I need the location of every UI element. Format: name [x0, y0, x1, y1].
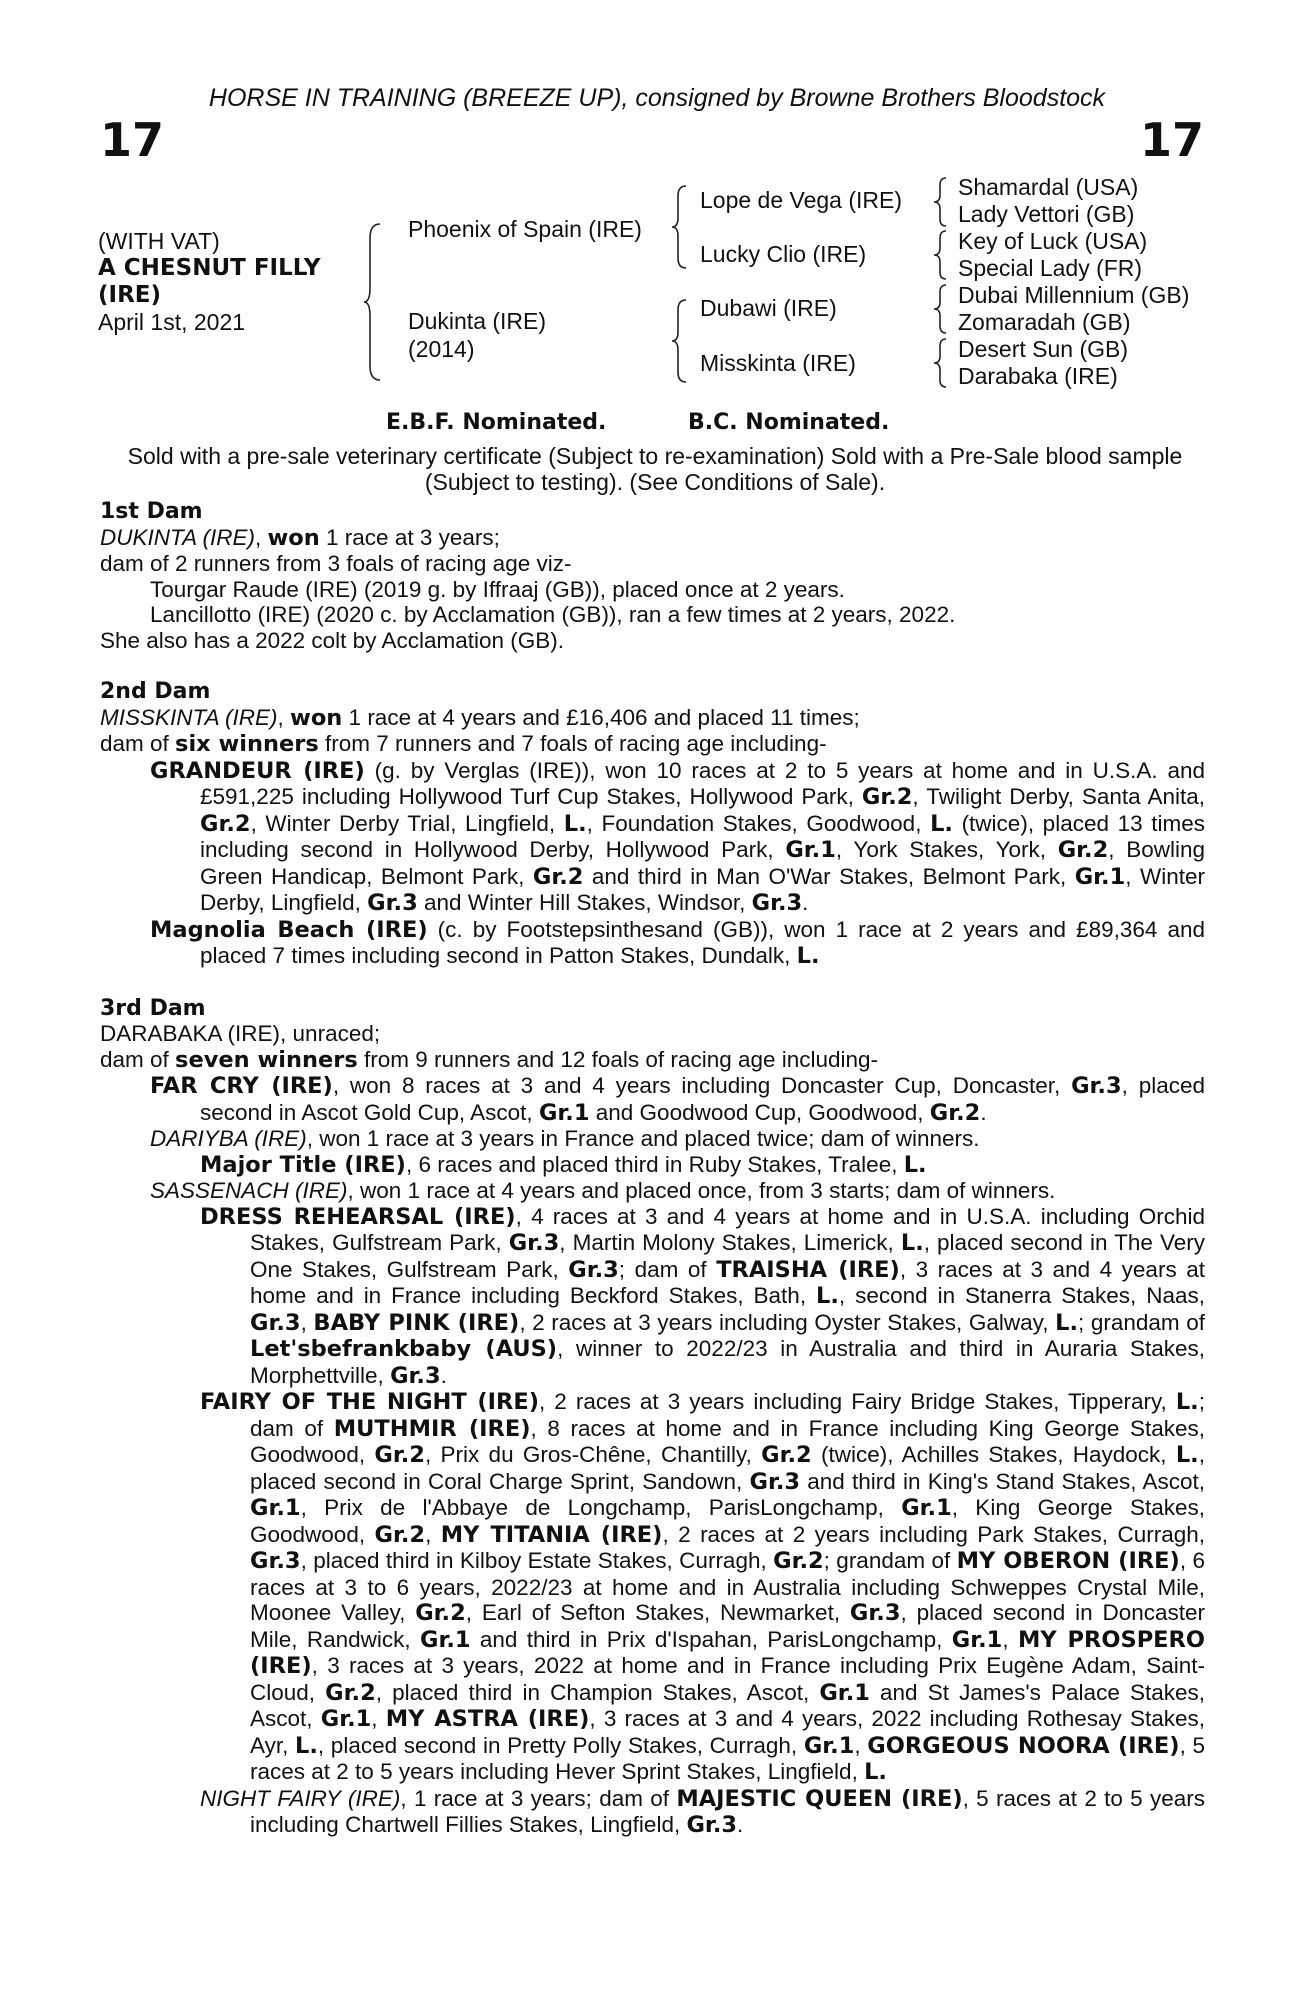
text: . — [802, 890, 809, 915]
text: , placed second in Doncaster Mile, Randwick, — [250, 1600, 1205, 1652]
text: , second in Stanerra Stakes, Naas, — [838, 1283, 1205, 1308]
grade: Gr.1 — [901, 1495, 952, 1521]
grade: Gr.2 — [325, 1679, 376, 1706]
grade: Gr.1 — [819, 1679, 870, 1706]
lot-number-left: 17 — [100, 113, 165, 167]
grade: Gr.1 — [785, 837, 836, 863]
grade: Gr.2 — [200, 810, 251, 837]
grade: Gr.2 — [929, 1099, 981, 1126]
horse-name: NIGHT FAIRY (IRE) — [200, 1785, 401, 1811]
text: ; grandam of — [1078, 1309, 1206, 1335]
winners-count: seven winners — [175, 1046, 358, 1073]
text: , 3 races at 3 and 4 years, 2022 including Rothesay Stakes, Ayr, — [250, 1706, 1206, 1758]
horse-name: Magnolia Beach (IRE) — [150, 916, 428, 943]
sire-sire: Lope de Vega (IRE) — [700, 187, 903, 213]
grade: L. — [903, 1151, 927, 1178]
horse-name-line1: A CHESNUT FILLY — [98, 255, 321, 281]
grade: L. — [796, 943, 820, 969]
grade: Gr.1 — [951, 1626, 1003, 1653]
horse-name: Let'sbefrankbaby (AUS) — [250, 1336, 558, 1362]
text: , Twilight Derby, Santa Anita, — [912, 784, 1205, 809]
text: and St James's Palace Stakes, Ascot, — [250, 1679, 1205, 1731]
grade: Gr.3 — [568, 1256, 619, 1283]
dam-year: (2014) — [408, 336, 475, 362]
text: ; dam of — [618, 1256, 717, 1282]
grade: Gr.3 — [250, 1548, 301, 1574]
text: , Foundation Stakes, Goodwood, — [586, 810, 931, 836]
text: , won 1 race at 4 years and placed once, from 3 starts; dam of winners. — [347, 1178, 1056, 1203]
text: , 8 races at home and in France including King George Stakes, Goodwood, — [250, 1415, 1205, 1467]
text: , 4 races at 3 and 4 years at home and in U.S.A. including Orchid Stakes, Gulfstream Park, — [250, 1203, 1205, 1255]
first-dam-heading: 1st Dam — [100, 499, 203, 524]
horse-name: GORGEOUS NOORA (IRE) — [867, 1732, 1180, 1759]
produce-entry-fairy-of-the-night — [100, 1389, 1205, 1786]
text: . — [980, 1099, 987, 1125]
text: ; grandam of — [823, 1548, 957, 1573]
won-label: won — [290, 704, 343, 731]
dam-dam: Misskinta (IRE) — [700, 350, 856, 376]
text: , 2 races at 3 years including Oyster Stakes, Galway, — [519, 1309, 1056, 1335]
text: , — [425, 1521, 441, 1547]
grade: Gr.3 — [686, 1812, 738, 1838]
second-dam-heading: 2nd Dam — [100, 679, 211, 704]
grade: L. — [930, 810, 953, 837]
text: . — [737, 1812, 744, 1837]
text: , won 8 races at 3 and 4 years including Doncaster Cup, Doncaster, — [332, 1073, 1072, 1098]
text: and third in King's Stand Stakes, Ascot, — [800, 1468, 1206, 1494]
text: from 9 runners and 12 foals of racing age including- — [357, 1046, 879, 1072]
brace-g1 — [934, 176, 950, 228]
text: , 2 races at 3 years including Fairy Bridge Stakes, Tipperary, — [539, 1389, 1176, 1414]
grade: Gr.3 — [849, 1600, 901, 1626]
lot-number-right: 17 — [1139, 113, 1204, 167]
ancestor-1: Shamardal (USA) — [958, 174, 1139, 200]
second-dam-produce-summary — [100, 731, 1205, 758]
horse-name: MY ASTRA (IRE) — [385, 1706, 590, 1732]
grade: Gr.3 — [508, 1230, 560, 1256]
text: , 1 race at 3 years; dam of — [400, 1785, 677, 1811]
text: (g. by Verglas (IRE)), won 10 races at 2 to 5 years at home and in U.S.A. and £591,225 including Hollywood Turf Cup Stakes, Hollywood Park, — [200, 757, 1205, 809]
text: and Winter Hill Stakes, Windsor, — [417, 890, 752, 915]
text: and third in Man O'War Stakes, Belmont Park, — [583, 863, 1075, 889]
horse-name: MAJESTIC QUEEN (IRE) — [676, 1785, 963, 1812]
dam: Dukinta (IRE) — [408, 308, 547, 334]
text: , King George Stakes, Goodwood, — [250, 1495, 1206, 1547]
text: ; dam of — [250, 1389, 1205, 1441]
text: , placed second in Ascot Gold Cup, Ascot, — [200, 1073, 1205, 1125]
sire: Phoenix of Spain (IRE) — [408, 216, 642, 242]
grade: Gr.2 — [773, 1548, 824, 1574]
grade: Gr.2 — [1057, 837, 1109, 863]
text: , 3 races at 3 years, 2022 at home and in France including Prix Eugène Adam, Saint-Cloud, — [250, 1653, 1205, 1705]
produce-entry-far-cry — [100, 1073, 1205, 1126]
horse-name: MUTHMIR (IRE) — [333, 1415, 531, 1442]
text: , won 1 race at 3 years in France and placed twice; dam of winners. — [306, 1126, 980, 1151]
grade: L. — [900, 1230, 924, 1256]
text: . — [440, 1362, 447, 1388]
text: , Prix de l'Abbaye de Longchamp, ParisLongchamp, — [300, 1495, 902, 1520]
first-dam-produce-summary: dam of 2 runners from 3 foals of racing age viz- — [100, 551, 572, 576]
third-dam-summary: DARABAKA (IRE), unraced; — [100, 1021, 381, 1046]
won-label: won — [267, 524, 320, 551]
horse-name: Major Title (IRE) — [200, 1151, 406, 1178]
first-dam-note: She also has a 2022 colt by Acclamation (GB). — [100, 627, 564, 653]
horse-name: SASSENACH (IRE) — [150, 1178, 348, 1203]
text: , 5 races at 2 to 5 years including Chartwell Fillies Stakes, Lingfield, — [250, 1785, 1205, 1837]
bc-nomination: B.C. Nominated. — [688, 410, 890, 435]
text: , Prix du Gros-Chêne, Chantilly, — [424, 1442, 762, 1467]
grade: Gr.1 — [803, 1732, 855, 1759]
produce-entry-dress-rehearsal — [100, 1204, 1205, 1390]
text: (twice), placed 13 times including second in Hollywood Derby, Hollywood Park, — [200, 810, 1205, 862]
text: , 6 races at 3 to 6 years, 2022/23 at home and in Australia including Schweppes Crystal Mile, Moonee Valley, — [250, 1548, 1205, 1625]
text: , Winter Derby Trial, Lingfield, — [250, 810, 564, 836]
foaling-date: April 1st, 2021 — [98, 309, 246, 335]
sale-conditions-note: Sold with a pre-sale veterinary certificate (Subject to re-examination) Sold with a Pre-Sale blood sample (Subject to testing). (See Conditions of Sale). — [127, 443, 1183, 495]
brace-g4 — [934, 337, 950, 389]
brace-sire-line — [672, 184, 690, 270]
horse-name: FAIRY OF THE NIGHT (IRE) — [200, 1389, 539, 1415]
ancestor-5: Dubai Millennium (GB) — [958, 282, 1190, 308]
grade: Gr.2 — [861, 784, 913, 810]
grade: Gr.2 — [761, 1442, 812, 1468]
text: dam of — [100, 1046, 176, 1072]
dam-sire: Dubawi (IRE) — [700, 295, 837, 321]
vat-note: (WITH VAT) — [98, 228, 220, 254]
grade: L. — [816, 1283, 839, 1309]
pedigree-notes — [100, 499, 1205, 1839]
text: dam of — [100, 731, 176, 756]
horse-name: MY OBERON (IRE) — [956, 1548, 1180, 1574]
text: , placed second in Coral Charge Sprint, Sandown, — [250, 1442, 1205, 1494]
text: , — [300, 1309, 314, 1335]
horse-name: FAR CRY (IRE) — [150, 1073, 333, 1099]
grade: L. — [1175, 1389, 1199, 1415]
horse-name: MY TITANIA (IRE) — [440, 1521, 663, 1548]
text: , winner to 2022/23 in Australia and third in Auraria Stakes, Morphettville, — [250, 1336, 1205, 1388]
text: , placed third in Kilboy Estate Stakes, Curragh, — [300, 1548, 774, 1573]
grade: L. — [1175, 1442, 1199, 1468]
horse-name: TRAISHA (IRE) — [716, 1256, 900, 1283]
text: , 6 races and placed third in Ruby Stakes, Tralee, — [405, 1151, 904, 1177]
text: and third in Prix d'Ispahan, ParisLongchamp, — [470, 1626, 952, 1652]
ancestor-3: Key of Luck (USA) — [958, 228, 1148, 254]
grade: L. — [295, 1732, 318, 1759]
horse-name: GRANDEUR (IRE) — [150, 757, 365, 784]
second-dam-summary: MISSKINTA (IRE), won 1 race at 4 years and £16,406 and placed 11 times; — [100, 704, 860, 731]
brace-g2 — [934, 229, 950, 281]
text: from 7 runners and 7 foals of racing age including- — [318, 731, 827, 756]
third-dam-heading: 3rd Dam — [100, 995, 206, 1021]
winners-count: six winners — [175, 731, 319, 757]
text: , 2 races at 2 years including Park Stakes, Curragh, — [662, 1521, 1205, 1547]
text: (c. by Footstepsinthesand (GB)), won 1 race at 2 years and £89,364 and placed 7 times including second in Patton Stakes, Dundalk, — [200, 916, 1205, 968]
text: , 5 races at 2 to 5 years including Hever Sprint Stakes, Lingfield, — [250, 1732, 1205, 1784]
grade: Gr.2 — [415, 1600, 466, 1626]
horse-name: BABY PINK (IRE) — [313, 1309, 520, 1336]
horse-name-line2: (IRE) — [98, 282, 162, 308]
grade: L. — [1055, 1309, 1078, 1336]
second-dam-name: MISSKINTA (IRE) — [100, 704, 278, 730]
text: , 3 races at 3 and 4 years at home and in France including Beckford Stakes, Bath, — [250, 1256, 1205, 1308]
text: , Bowling Green Handicap, Belmont Park, — [200, 837, 1205, 889]
brace-g3 — [934, 283, 950, 335]
grade: Gr.2 — [374, 1521, 426, 1548]
horse-name: DARIYBA (IRE) — [150, 1126, 307, 1151]
produce-entry-sassenach — [100, 1178, 1205, 1204]
text: , York Stakes, York, — [835, 837, 1058, 862]
text: and Goodwood Cup, Goodwood, — [589, 1099, 930, 1125]
grade: Gr.2 — [532, 863, 584, 890]
grade: Gr.1 — [1074, 863, 1126, 890]
grade: Gr.2 — [374, 1442, 425, 1468]
grade: L. — [563, 810, 587, 837]
horse-name: MY PROSPERO (IRE) — [250, 1626, 1206, 1679]
grade: Gr.3 — [390, 1362, 441, 1389]
text: , placed third in Champion Stakes, Ascot, — [375, 1679, 820, 1705]
text: , — [1002, 1626, 1018, 1652]
grade: Gr.1 — [419, 1626, 471, 1653]
produce-entry-magnolia — [100, 917, 1205, 970]
first-dam-summary: DUKINTA (IRE), won 1 race at 3 years; — [100, 524, 500, 551]
text: (twice), Achilles Stakes, Haydock, — [811, 1442, 1176, 1467]
text: , Winter Derby, Lingfield, — [200, 863, 1205, 915]
text: , placed second in Pretty Polly Stakes, Curragh, — [317, 1732, 804, 1758]
ebf-nomination: E.B.F. Nominated. — [386, 410, 607, 435]
grade: Gr.3 — [1071, 1073, 1122, 1099]
grade: Gr.1 — [320, 1706, 372, 1732]
first-dam-record: 1 race at 3 years; — [319, 524, 500, 550]
ancestor-2: Lady Vettori (GB) — [958, 201, 1135, 227]
page-header: HORSE IN TRAINING (BREEZE UP), consigned by Browne Brothers Bloodstock — [208, 84, 1106, 112]
text: , Earl of Sefton Stakes, Newmarket, — [465, 1600, 850, 1625]
produce-entry-major-title — [100, 1152, 1205, 1179]
horse-identification — [98, 228, 321, 336]
first-dam-name: DUKINTA (IRE) — [100, 524, 255, 550]
second-dam-record: 1 race at 4 years and £16,406 and placed 11 times; — [342, 704, 860, 730]
grade: L. — [864, 1759, 887, 1785]
produce-entry-grandeur — [100, 758, 1205, 917]
ancestor-6: Zomaradah (GB) — [958, 309, 1131, 335]
produce-entry: Tourgar Raude (IRE) (2019 g. by Iffraaj (GB)), placed once at 2 years. — [150, 576, 845, 602]
brace-dam-line — [672, 298, 690, 384]
ancestor-4: Special Lady (FR) — [958, 255, 1143, 281]
ancestor-8: Darabaka (IRE) — [958, 363, 1118, 389]
grade: Gr.1 — [250, 1495, 301, 1521]
third-dam-produce-summary — [100, 1047, 1205, 1074]
produce-entry-night-fairy — [100, 1786, 1205, 1839]
horse-name: DRESS REHEARSAL (IRE) — [200, 1203, 516, 1230]
text: , Martin Molony Stakes, Limerick, — [559, 1230, 901, 1255]
text: , — [854, 1732, 868, 1758]
brace-parents — [364, 222, 384, 382]
produce-entry: Lancillotto (IRE) (2020 c. by Acclamation (GB)), ran a few times at 2 years, 2022. — [150, 602, 956, 627]
text: , — [371, 1706, 386, 1731]
grade: Gr.3 — [367, 890, 418, 916]
grade: Gr.1 — [538, 1099, 590, 1126]
produce-entry-dariyba — [100, 1126, 1205, 1152]
grade: Gr.3 — [250, 1309, 301, 1336]
sire-dam: Lucky Clio (IRE) — [700, 241, 867, 267]
text: , placed second in The Very One Stakes, Gulfstream Park, — [250, 1230, 1205, 1282]
grade: Gr.3 — [751, 890, 803, 916]
ancestor-7: Desert Sun (GB) — [958, 336, 1128, 362]
grade: Gr.3 — [749, 1468, 801, 1495]
